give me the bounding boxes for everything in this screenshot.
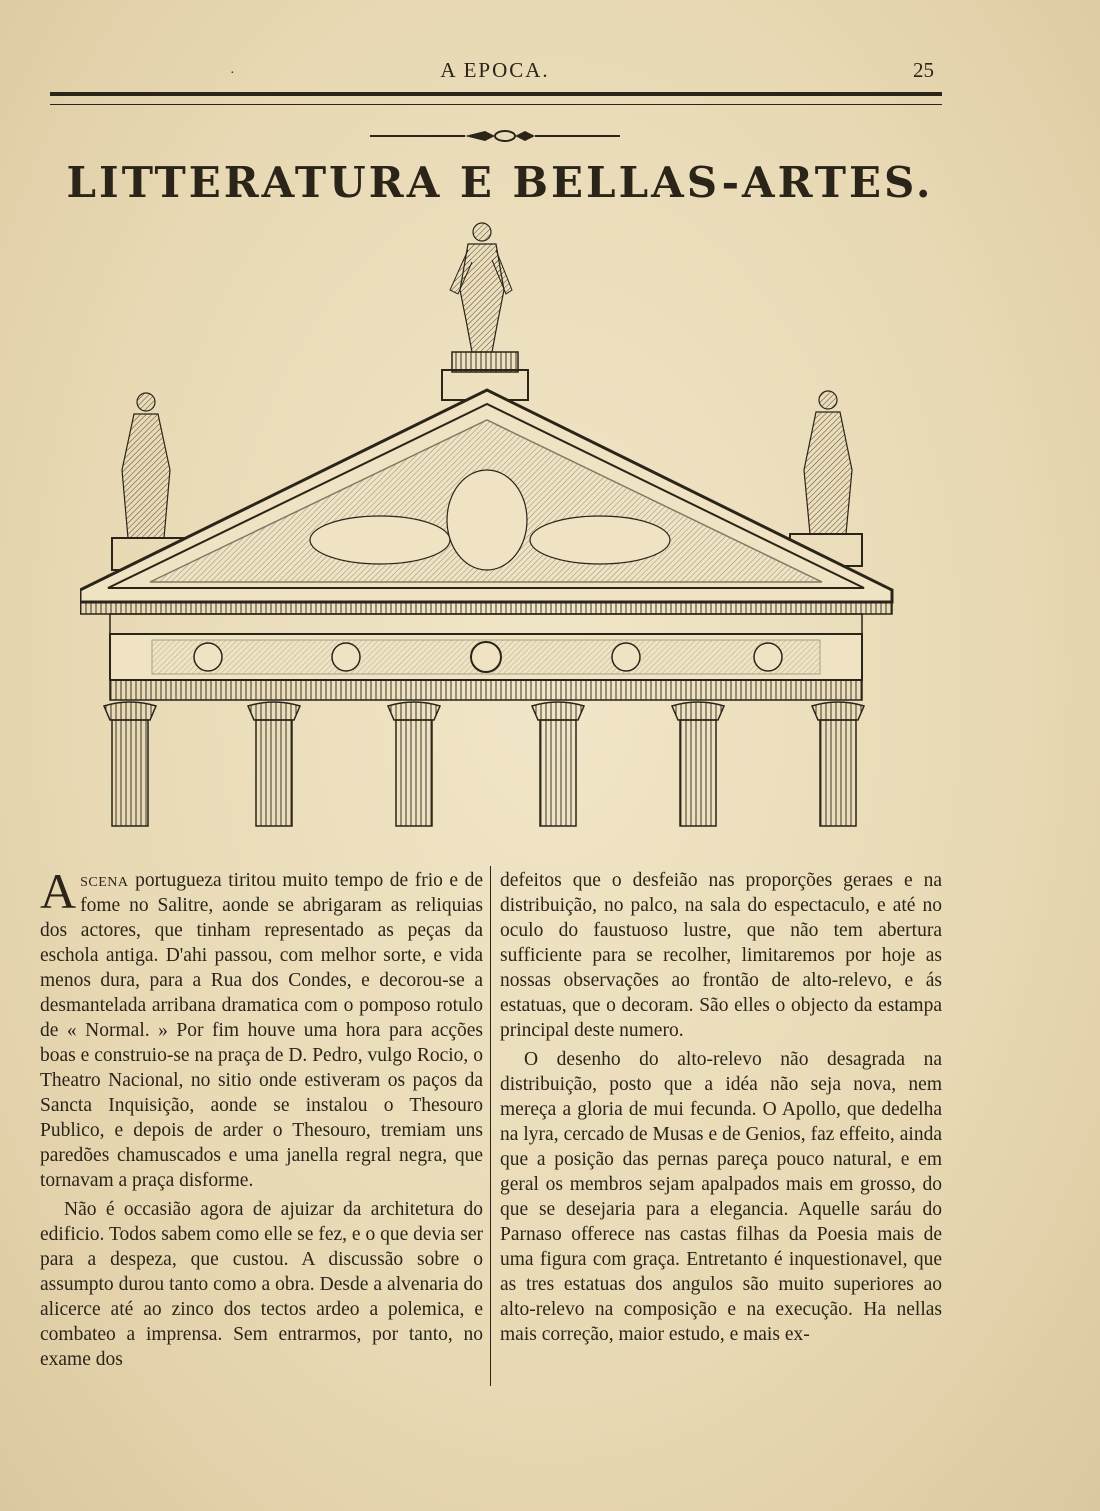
article-left-column — [40, 863, 484, 1372]
column — [532, 702, 584, 826]
lead-word: scena — [80, 870, 129, 891]
right-statue — [790, 391, 862, 566]
section-title: LITTERATURA E BELLAS-ARTES. — [66, 158, 934, 207]
column — [812, 702, 864, 826]
column — [248, 702, 300, 826]
column — [104, 702, 156, 826]
page-number: 25 — [913, 58, 934, 82]
column — [672, 702, 724, 826]
top-statue — [442, 223, 528, 400]
running-title: A EPOCA. — [440, 58, 550, 82]
article-paragraph: O desenho do alto-relevo não desagrada na distribuição, posto que a idéa não seja nova, nem mereça a gloria de mui fecunda. O Apollo, que dedelha na lyra, cercado de Musas e de Genios, faz effeito, ainda que a posição das pernas pareça pouco natural, e em geral os membros sejam apalpados mais em grosso, do que se desejaria para a elegancia. Aquelle saráu do Parnaso offerece nas castas filhas da Poesia mais de uma figura com graça. Entretanto é inquestionavel, que as tres estatuas dos angulos são muito superiores ao alto-relevo na composição e na execução. Ha nellas mais correção, maior estudo, e mais ex- — [500, 1049, 942, 1345]
article-paragraph — [40, 863, 484, 1193]
article-paragraph: defeitos que o desfeião nas proporções geraes e na distribuição, no palco, na sala do espectaculo, e até no oculo do faustuoso lustre, que não tem abertura sufficiente para se recolher, limitaremos por hoje as nossas observações ao frontão de alto-relevo, e ás estatuas, que o decoram. São elles o objecto da estampa principal deste numero. — [500, 870, 942, 1041]
article-right-column — [500, 868, 942, 1347]
columns — [104, 702, 864, 826]
title-ornament — [370, 128, 620, 144]
pediment — [80, 390, 892, 614]
pediment-engraving — [80, 220, 895, 830]
running-head — [50, 58, 940, 86]
column — [388, 702, 440, 826]
frieze — [110, 614, 862, 700]
header-rule — [50, 92, 942, 105]
article-paragraph: Não é occasião agora de ajuizar da architetura do edificio. Todos sabem como elle se fez, e o que devia ser para a despeza, que custou. A discussão sobre o assumpto durou tanto como a obra. Desde a alvenaria do alicerce até ao zinco dos tectos ardeo a polemica, e combateo a imprensa. Sem entrarmos, por tanto, no exame dos — [40, 1199, 483, 1370]
column-divider — [490, 866, 491, 1386]
drop-cap: A — [40, 863, 77, 919]
paragraph-text: portugueza tiritou muito tempo de frio e de fome no Salitre, aonde se abrigaram as reliquias dos actores, que tinham representado as peças da eschola antiga. D'ahi passou, com melhor sorte, e vida menos dura, para a Rua dos Condes, e decorou-se a desmantelada arribana dramatica com o pomposo rotulo de « Normal. » Por fim houve uma hora para acções boas e construio-se na praça de D. Pedro, vulgo Rocio, o Theatro Nacional, no sitio onde estiveram os paços da Sancta Inquisição, aonde se instalou o Thesouro Publico, e depois de arder o Thesouro, tremiam uns paredões chamuscados e uma janella regral negra, que tornavam a praça disforme. — [40, 870, 484, 1191]
dot-mark: · — [230, 66, 235, 81]
